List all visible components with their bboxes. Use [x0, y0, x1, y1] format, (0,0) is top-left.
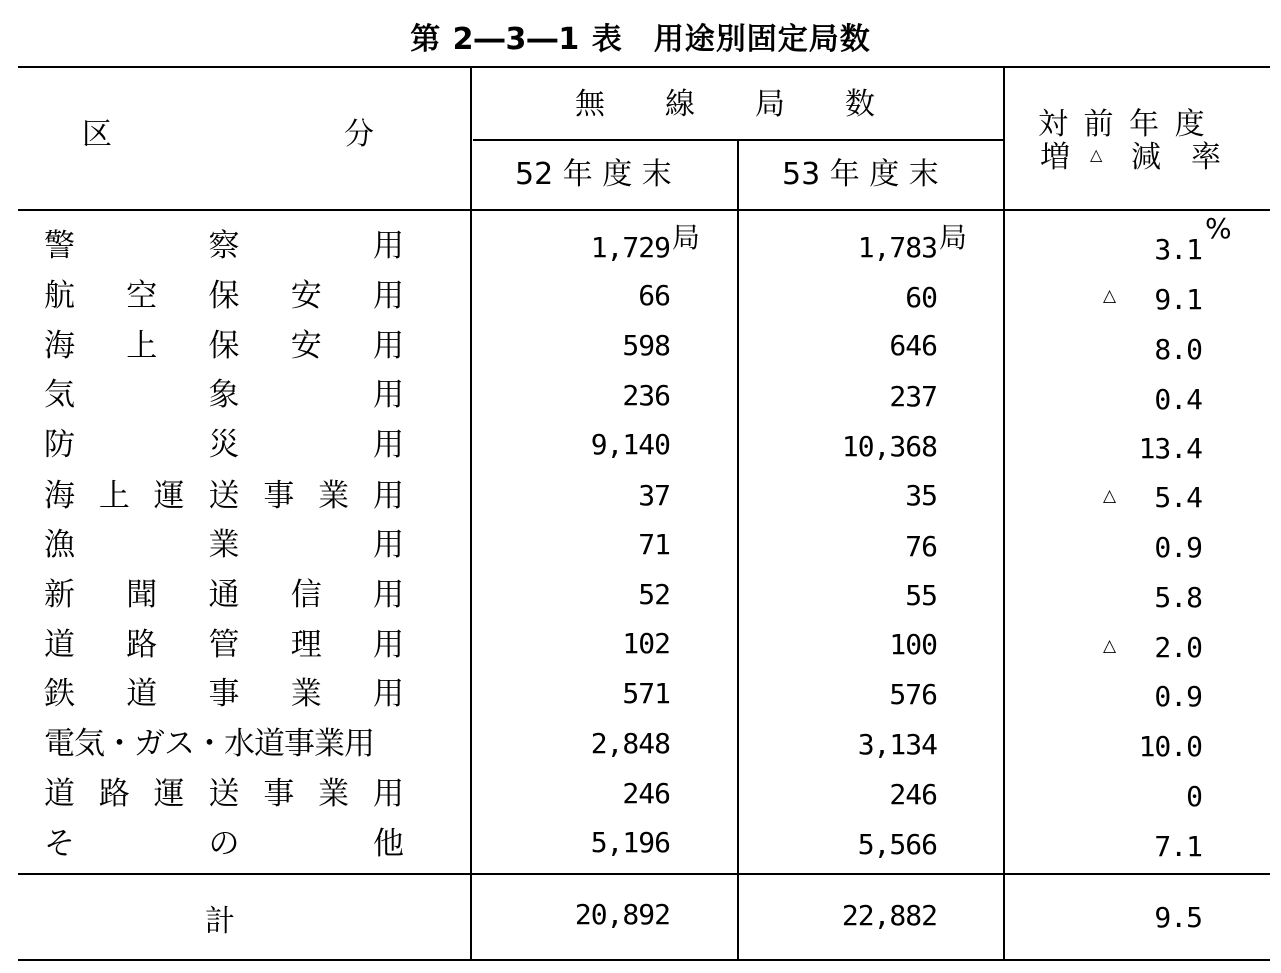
header-fy53: 53 年 度 末	[782, 157, 939, 192]
row-label: 気 象 用	[44, 376, 404, 413]
value-rate: 10.0	[1138, 730, 1202, 763]
value-fy53: 5,566	[857, 828, 937, 861]
total-label: 計	[205, 904, 235, 939]
total-rate: 9.5	[1154, 901, 1202, 934]
row-label: 電気・ガス・水道事業用	[44, 725, 374, 762]
value-fy53: 3,134	[857, 728, 937, 761]
total-fy52: 20,892	[574, 898, 670, 931]
value-fy53: 646	[889, 329, 937, 362]
value-rate: 7.1	[1154, 830, 1202, 863]
row-label: そ の 他	[44, 825, 404, 862]
value-rate: 8.0	[1154, 333, 1202, 366]
table-bottom-rule	[18, 959, 1270, 961]
row-label: 道 路 運 送 事 業 用	[44, 775, 404, 812]
header-change-line2-b: 減 率	[1131, 140, 1221, 175]
value-fy53: 1,783	[857, 231, 937, 264]
value-fy52: 52	[638, 578, 670, 611]
value-fy53: 246	[889, 778, 937, 811]
value-rate: 0.9	[1154, 531, 1202, 564]
value-fy52: 236	[622, 379, 670, 412]
value-rate: 2.0	[1154, 631, 1202, 664]
value-fy53: 76	[905, 530, 937, 563]
decrease-mark: △	[1103, 486, 1117, 506]
header-category-bun: 分	[344, 117, 374, 152]
value-fy52: 246	[622, 777, 670, 810]
header-stations: 無 線 局 数	[575, 87, 875, 122]
row-label: 新 聞 通 信 用	[44, 576, 404, 613]
col-divider-category	[470, 66, 472, 961]
value-fy52: 9,140	[590, 428, 670, 461]
value-fy52: 5,196	[590, 826, 670, 859]
value-fy53: 100	[889, 628, 937, 661]
row-label: 道 路 管 理 用	[44, 626, 404, 663]
header-sub-rule-stations	[473, 139, 1005, 141]
header-change-tri: △	[1090, 145, 1103, 164]
table-top-rule	[18, 66, 1270, 68]
value-fy52: 598	[622, 329, 670, 362]
header-change-line1: 対 前 年 度	[1038, 107, 1208, 142]
value-fy52: 1,729	[590, 231, 670, 264]
value-fy53: 10,368	[841, 430, 937, 463]
unit-stations-fy52: 局	[672, 221, 701, 254]
value-fy53: 237	[889, 380, 937, 413]
value-rate: 0.4	[1154, 383, 1202, 416]
value-fy52: 2,848	[590, 727, 670, 760]
header-bottom-rule	[18, 209, 1270, 211]
value-rate: 3.1	[1154, 233, 1202, 266]
row-label: 警 察 用	[44, 227, 404, 264]
value-fy53: 60	[905, 281, 937, 314]
value-fy52: 71	[638, 528, 670, 561]
value-fy53: 35	[905, 479, 937, 512]
table-title: 第 2―3―1 表 用途別固定局数	[410, 22, 871, 57]
value-rate: 9.1	[1154, 283, 1202, 316]
value-fy52: 37	[638, 479, 670, 512]
header-fy52: 52 年 度 末	[515, 157, 672, 192]
value-fy53: 576	[889, 678, 937, 711]
col-divider-change	[1003, 66, 1005, 961]
row-label: 鉄 道 事 業 用	[44, 675, 404, 712]
value-rate: 5.8	[1154, 581, 1202, 614]
value-fy52: 66	[638, 279, 670, 312]
unit-percent: %	[1205, 212, 1232, 245]
value-fy52: 102	[622, 627, 670, 660]
row-label: 航 空 保 安 用	[44, 277, 404, 314]
value-rate: 0	[1186, 780, 1202, 813]
col-divider-fy	[737, 139, 739, 961]
row-label: 海 上 保 安 用	[44, 327, 404, 364]
decrease-mark: △	[1103, 286, 1117, 306]
unit-stations-fy53: 局	[939, 221, 968, 254]
value-fy53: 55	[905, 579, 937, 612]
total-fy53: 22,882	[841, 899, 937, 932]
row-label: 防 災 用	[44, 426, 404, 463]
value-rate: 5.4	[1154, 481, 1202, 514]
header-category-ku: 区	[82, 117, 112, 152]
header-change-line2-a: 増	[1040, 140, 1070, 175]
total-rule	[18, 873, 1270, 875]
row-label: 漁 業 用	[44, 526, 404, 563]
row-label: 海 上 運 送 事 業 用	[44, 477, 404, 514]
value-rate: 0.9	[1154, 680, 1202, 713]
value-rate: 13.4	[1138, 432, 1202, 465]
decrease-mark: △	[1103, 636, 1117, 656]
value-fy52: 571	[622, 677, 670, 710]
